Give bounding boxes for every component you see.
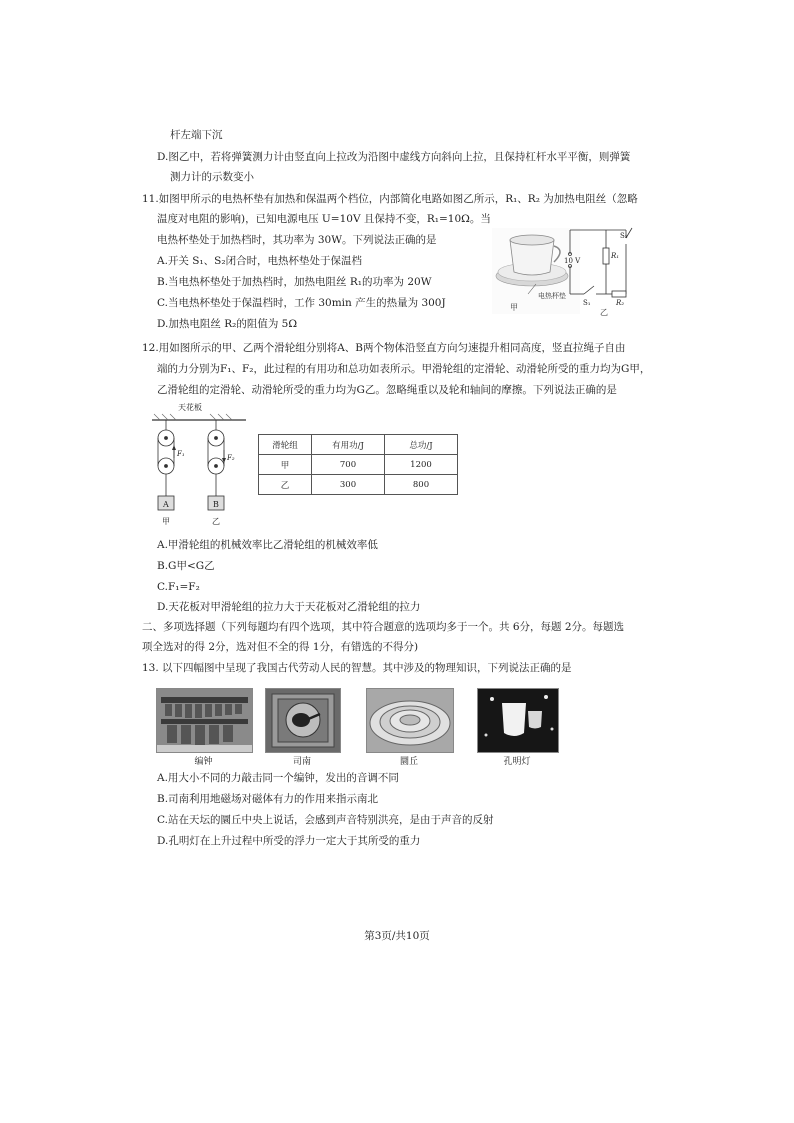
q13-stem: 13. 以下四幅图中呈现了我国古代劳动人民的智慧。其中涉及的物理知识，下列说法正确的是	[142, 662, 572, 674]
q12-stem-line1: 12.用如图所示的甲、乙两个滑轮组分别将A、B两个物体沿竖直方向匀速提升相同高度，竖直拉绳子自由	[142, 342, 626, 354]
kongming-lantern-photo	[477, 688, 559, 753]
pulley-jia-label: 甲	[162, 517, 170, 526]
bianzhong-caption: 编钟	[194, 757, 213, 767]
q11-stem-line2: 温度对电阻的影响)，已知电源电压 U=10V 且保持不变，R₁=10Ω。当	[157, 213, 491, 225]
circuit-diagram	[560, 224, 640, 316]
q11-option-a: A.开关 S₁、S₂闭合时，电热杯垫处于保温档	[157, 255, 363, 267]
page-number: 第3页/共10页	[364, 930, 430, 942]
sinan-photo	[265, 688, 341, 753]
q12-option-b: B.G甲<G乙	[157, 560, 215, 572]
sinan-caption: 司南	[292, 757, 311, 767]
kongming-caption: 孔明灯	[503, 757, 531, 767]
q11-option-b: B.当电热杯垫处于加热档时，加热电阻丝 R₁的功率为 20W	[157, 276, 432, 288]
table-header-row	[259, 435, 458, 455]
q11-option-c: C.当电热杯垫处于保温档时，工作 30min 产生的热量为 300J	[157, 297, 446, 309]
pad-label: 电热杯垫	[538, 292, 566, 300]
table-row	[259, 475, 458, 495]
q13-option-c: C.站在天坛的圜丘中央上说话，会感到声音特别洪亮，是由于声音的反射	[157, 814, 494, 826]
block-b-label: B	[213, 500, 219, 509]
f1-label: F₁	[177, 450, 185, 458]
f2-label: F₂	[227, 454, 235, 462]
q12-option-a: A.甲滑轮组的机械效率比乙滑轮组的机械效率低	[157, 539, 378, 551]
table-row	[259, 455, 458, 475]
r1-label: R₁	[611, 252, 620, 260]
fig-jia-label: 甲	[510, 303, 518, 312]
q12-option-c: C.F₁=F₂	[157, 581, 200, 593]
table-header: 总功/J	[385, 435, 458, 455]
q11-stem-line3: 电热杯垫处于加热档时，其功率为 30W。下列说法正确的是	[157, 234, 437, 246]
q13-option-b: B.司南利用地磁场对磁体有力的作用来指示南北	[157, 793, 379, 805]
q10-option-d-line2: 测力计的示数变小	[170, 171, 254, 183]
pulley-yi-label: 乙	[212, 517, 220, 526]
table-cell: 乙	[259, 475, 312, 495]
table-cell: 700	[312, 455, 385, 475]
r2-label: R₂	[616, 299, 625, 307]
table-header: 有用功/J	[312, 435, 385, 455]
table-cell: 1200	[385, 455, 458, 475]
block-a-label: A	[163, 500, 169, 509]
table-cell: 800	[385, 475, 458, 495]
section2-heading-line1: 二、多项选择题（下列每题均有四个选项，其中符合题意的选项均多于一个。共 6分，每题 2分。每题选	[142, 621, 625, 633]
voltage-label: 10 V	[564, 257, 581, 265]
table-header: 滑轮组	[259, 435, 312, 455]
q10-option-c-end: 杆左端下沉	[170, 129, 223, 141]
yuanqiu-caption: 圜丘	[399, 757, 418, 767]
q13-option-d: D.孔明灯在上升过程中所受的浮力一定大于其所受的重力	[157, 835, 421, 847]
q11-stem-line1: 11.如图甲所示的电热杯垫有加热和保温两个档位，内部简化电路如图乙所示，R₁、R₂ 为加热电阻丝（忽略	[142, 193, 638, 205]
q11-option-d: D.加热电阻丝 R₂的阻值为 5Ω	[157, 318, 298, 330]
q10-option-d-line1: D.图乙中，若将弹簧测力计由竖直向上拉改为沿图中虚线方向斜向上拉，且保持杠杆水平平衡，则弹簧	[157, 151, 631, 163]
s2-label: S₂	[620, 232, 628, 240]
s1-label: S₁	[583, 299, 591, 307]
pulley-diagram	[150, 400, 250, 530]
ceiling-label: 天花板	[178, 403, 202, 412]
work-table	[258, 434, 458, 495]
yuanqiu-photo	[366, 688, 454, 753]
q12-option-d: D.天花板对甲滑轮组的拉力大于天花板对乙滑轮组的拉力	[157, 601, 421, 613]
q13-option-a: A.用大小不同的力敲击同一个编钟，发出的音调不同	[157, 772, 399, 784]
table-cell: 300	[312, 475, 385, 495]
bianzhong-photo	[156, 688, 253, 753]
fig-yi-label: 乙	[600, 308, 608, 316]
q12-stem-line3: 乙滑轮组的定滑轮、动滑轮所受的重力均为G乙。忽略绳重以及轮和轴间的摩擦。下列说法正确的是	[157, 384, 617, 396]
q12-stem-line2: 端的力分别为F₁、F₂，此过程的有用功和总功如表所示。甲滑轮组的定滑轮、动滑轮所受的重力均为G甲，	[157, 363, 651, 375]
table-cell: 甲	[259, 455, 312, 475]
section2-heading-line2: 项全选对的得 2分，选对但不全的得 1分，有错选的不得分)	[142, 641, 419, 653]
